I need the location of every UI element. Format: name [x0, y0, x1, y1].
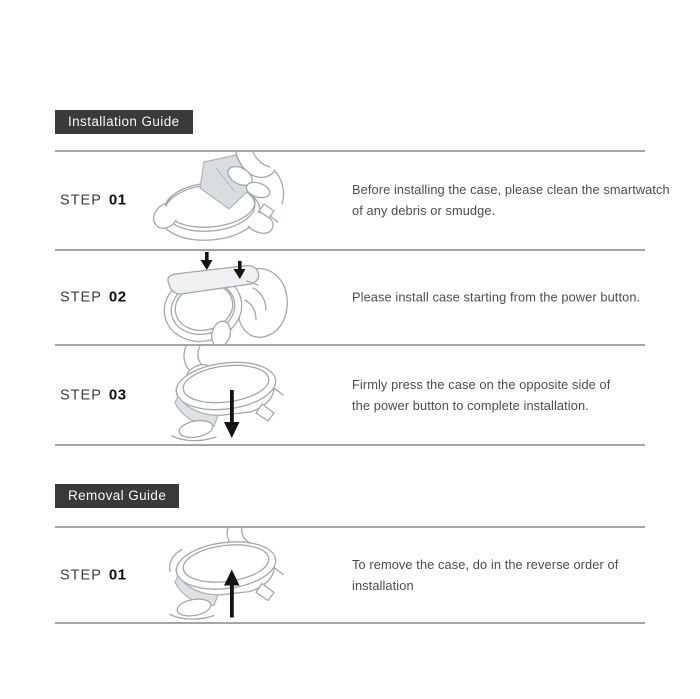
step-description: [352, 554, 670, 596]
divider: [55, 444, 645, 446]
step-description: [352, 374, 670, 416]
remove-case-illustration: [158, 527, 300, 622]
description-line: the power button to complete installation.: [352, 397, 589, 413]
step-number: 02: [108, 288, 127, 306]
install-case-illustration: [155, 250, 297, 344]
installation-step-1-row: [0, 151, 700, 249]
step-label: [60, 289, 127, 306]
step-word: STEP: [60, 567, 102, 583]
installation-step-2-row: [0, 250, 700, 344]
step-description: [352, 287, 670, 308]
step-label: [60, 192, 127, 209]
step-word: STEP: [60, 387, 102, 403]
step-number: 01: [108, 191, 127, 209]
removal-guide-header: Removal Guide: [55, 484, 179, 508]
step-word: STEP: [60, 289, 102, 306]
step-number: 01: [108, 566, 127, 583]
installation-step-3-row: [0, 345, 700, 444]
description-line: of any debris or smudge.: [352, 203, 496, 218]
description-line: Firmly press the case on the opposite side of: [352, 376, 611, 392]
press-case-illustration: [158, 346, 300, 444]
step-label: [60, 386, 127, 403]
description-line: To remove the case, do in the reverse order of installation: [352, 556, 619, 593]
divider: [55, 622, 645, 624]
description-line: Please install case starting from the power button.: [352, 289, 641, 305]
step-word: STEP: [60, 192, 102, 209]
step-description: [352, 179, 670, 221]
clean-smartwatch-illustration: [150, 152, 292, 248]
installation-guide-header: Installation Guide: [55, 110, 193, 134]
description-line: Before installing the case, please clean the smartwatch: [352, 182, 670, 197]
step-label: [60, 566, 127, 583]
removal-step-1-row: [0, 527, 700, 622]
step-number: 03: [108, 386, 127, 403]
